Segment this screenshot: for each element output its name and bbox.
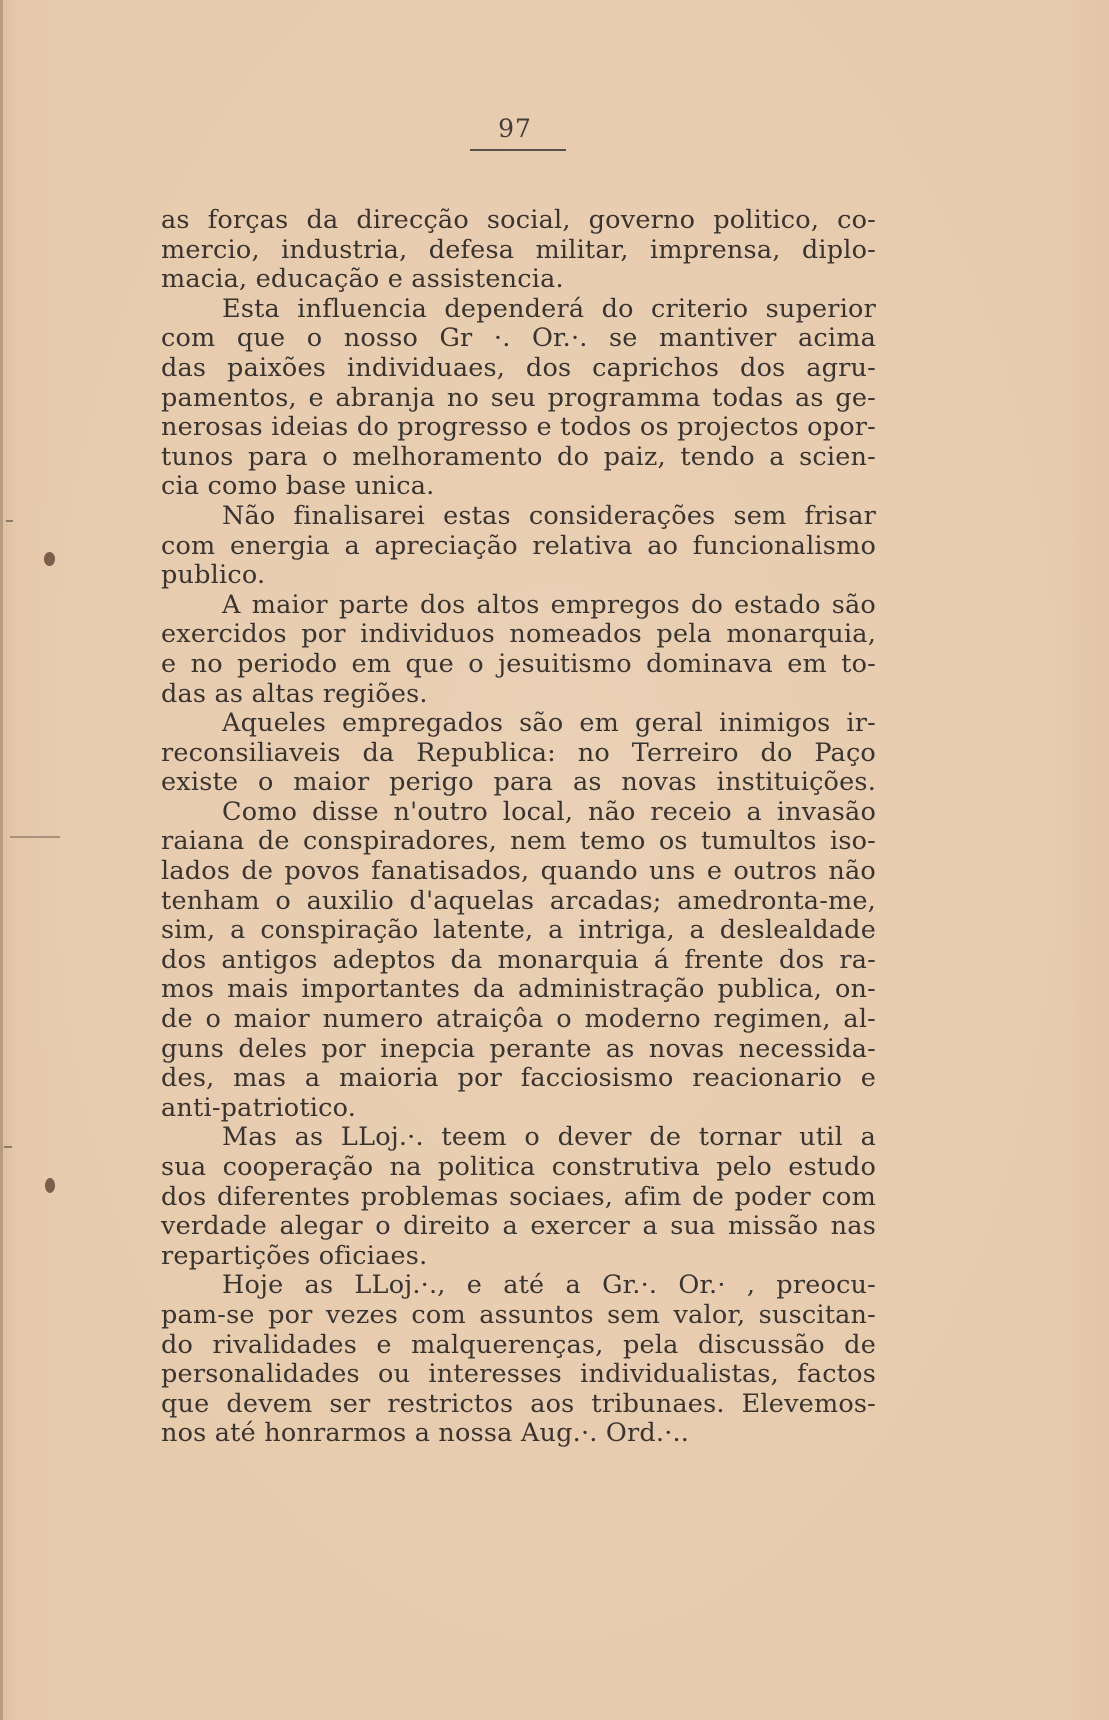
text-line: sua cooperação na politica construtiva pelo estudo <box>161 1152 876 1182</box>
text-line: dos antigos adeptos da monarquia á frente dos ra- <box>161 944 876 975</box>
text-line: guns deles por inepcia perante as novas necessida- <box>161 1033 876 1064</box>
text-line: do rivalidades e malquerenças, pela discussão de <box>161 1329 876 1360</box>
text-line: sim, a conspiração latente, a intriga, a deslealdade <box>161 915 876 946</box>
text-line: com energia a apreciação relativa ao funcionalismo <box>161 530 876 561</box>
text-line: com que o nosso Gr ·. Or.·. se mantiver acima <box>161 323 876 354</box>
text-line: repartições oficiaes. <box>161 1240 428 1271</box>
text-line: existe o maior perigo para as novas instituições. <box>161 767 876 798</box>
margin-mark <box>4 1146 12 1148</box>
text-line: verdade alegar o direito a exercer a sua missão nas <box>161 1211 876 1242</box>
text-line: cia como base unica. <box>161 471 435 502</box>
text-line: Aqueles empregados são em geral inimigos ir- <box>222 708 876 739</box>
text-line: mos mais importantes da administração publica, on- <box>161 974 876 1005</box>
text-line: exercidos por individuos nomeados pela monarquia, <box>161 619 876 650</box>
text-line: das paixões individuaes, dos caprichos dos agru- <box>161 352 876 383</box>
text-line: publico. <box>161 560 266 591</box>
text-line: de o maior numero atraiçôa o moderno regimen, al- <box>161 1004 876 1035</box>
text-line: nos até honrarmos a nossa Aug.·. Ord.·.. <box>161 1418 690 1449</box>
text-line: dos diferentes problemas sociaes, afim de poder com <box>161 1181 876 1212</box>
text-line: macia, educação e assistencia. <box>161 264 564 295</box>
text-line: tenham o auxilio d'aquelas arcadas; amedronta-me, <box>161 885 876 916</box>
text-line: lados de povos fanatisados, quando uns e outros não <box>161 856 876 887</box>
text-line: des, mas a maioria por facciosismo reacionario e <box>161 1063 876 1094</box>
text-line: anti-patriotico. <box>161 1092 357 1123</box>
text-line: tunos para o melhoramento do paiz, tendo a scien- <box>161 441 876 472</box>
text-line: das as altas regiões. <box>161 678 428 709</box>
text-line: as forças da direcção social, governo politico, co- <box>161 205 876 235</box>
text-line: A maior parte dos altos empregos do estado são <box>222 589 876 620</box>
page-number-rule <box>470 149 566 151</box>
text-line: Não finalisarei estas considerações sem frisar <box>222 500 876 531</box>
text-line: Esta influencia dependerá do criterio superior <box>222 293 876 324</box>
text-line: Hoje as LLoj.·., e até a Gr.·. Or.· , preocu- <box>222 1270 876 1301</box>
ink-blot-mark <box>45 1178 55 1193</box>
text-line: Mas as LLoj.·. teem o dever de tornar util a <box>222 1122 876 1153</box>
body-text <box>161 206 876 1449</box>
margin-mark <box>6 520 13 522</box>
margin-mark <box>10 836 60 838</box>
text-line: personalidades ou interesses individualistas, factos <box>161 1359 876 1390</box>
text-line: nerosas ideias do progresso e todos os projectos opor- <box>161 412 876 443</box>
text-line: mercio, industria, defesa militar, imprensa, diplo- <box>161 234 876 265</box>
text-line: pamentos, e abranja no seu programma todas as ge- <box>161 382 876 413</box>
text-line: raiana de conspiradores, nem temo os tumultos iso- <box>161 826 876 857</box>
page-number: 97 <box>498 114 532 143</box>
text-line: e no periodo em que o jesuitismo dominava em to- <box>161 648 876 679</box>
page-left-edge <box>0 0 3 1720</box>
text-line: pam-se por vezes com assuntos sem valor, suscitan- <box>161 1299 876 1330</box>
text-line: reconsiliaveis da Republica: no Terreiro do Paço <box>161 737 876 768</box>
text-line: que devem ser restrictos aos tribunaes. Elevemos- <box>161 1388 876 1419</box>
ink-blot-mark <box>44 552 55 566</box>
text-line: Como disse n'outro local, não receio a invasão <box>222 796 876 827</box>
